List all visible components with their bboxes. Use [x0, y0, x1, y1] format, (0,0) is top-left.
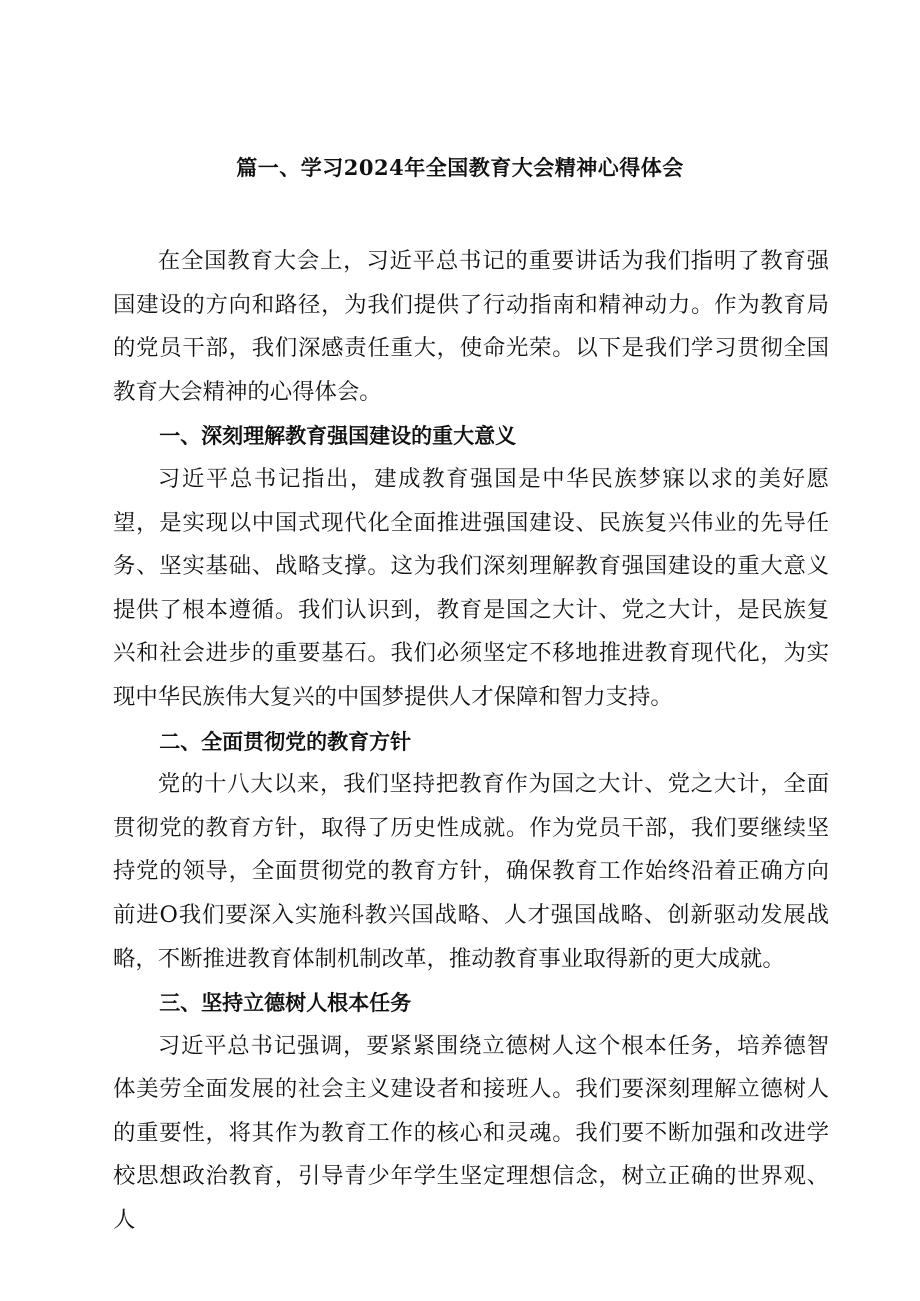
section-paragraph-3: 习近平总书记强调，要紧紧围绕立德树人这个根本任务，培养德智体美劳全面发展的社会主义建设者和接班人。我们要深刻理解立德树人的重要性，将其作为教育工作的核心和灵魂。我们要不断加强和改进学校思想政治教育，引导青少年学生坚定理想信念，树立正确的世界观、人 [113, 1032, 829, 1234]
intro-paragraph: 在全国教育大会上，习近平总书记的重要讲话为我们指明了教育强国建设的方向和路径，为我们提供了行动指南和精神动力。作为教育局的党员干部，我们深感责任重大，使命光荣。以下是我们学习贯彻全国教育大会精神的心得体会。 [113, 248, 829, 405]
document-title: 篇一、学习2024年全国教育大会精神心得体会 [236, 155, 684, 180]
section-heading-1: 一、深刻理解教育强国建设的重大意义 [159, 423, 517, 449]
document-body [113, 240, 829, 1243]
section-paragraph-2: 党的十八大以来，我们坚持把教育作为国之大计、党之大计，全面贯彻党的教育方针，取得了历史性成就。作为党员干部，我们要继续坚持党的领导，全面贯彻党的教育方针，确保教育工作始终沿着正确方向前进O我们要深入实施科教兴国战略、人才强国战略、创新驱动发展战略，不断推进教育体制机制改革，推动教育事业取得新的更大成就。 [113, 771, 829, 972]
section-paragraph-1: 习近平总书记指出，建成教育强国是中华民族梦寐以求的美好愿望，是实现以中国式现代化全面推进强国建设、民族复兴伟业的先导任务、坚实基础、战略支撑。这为我们深刻理解教育强国建设的重大意义提供了根本遵循。我们认识到，教育是国之大计、党之大计，是民族复兴和社会进步的重要基石。我们必须坚定不移地推进教育现代化，为实现中华民族伟大复兴的中国梦提供人才保障和智力支持。 [113, 465, 829, 710]
section-heading-3: 三、坚持立德树人根本任务 [159, 990, 412, 1016]
section-heading-2: 二、全面贯彻党的教育方针 [159, 728, 412, 754]
